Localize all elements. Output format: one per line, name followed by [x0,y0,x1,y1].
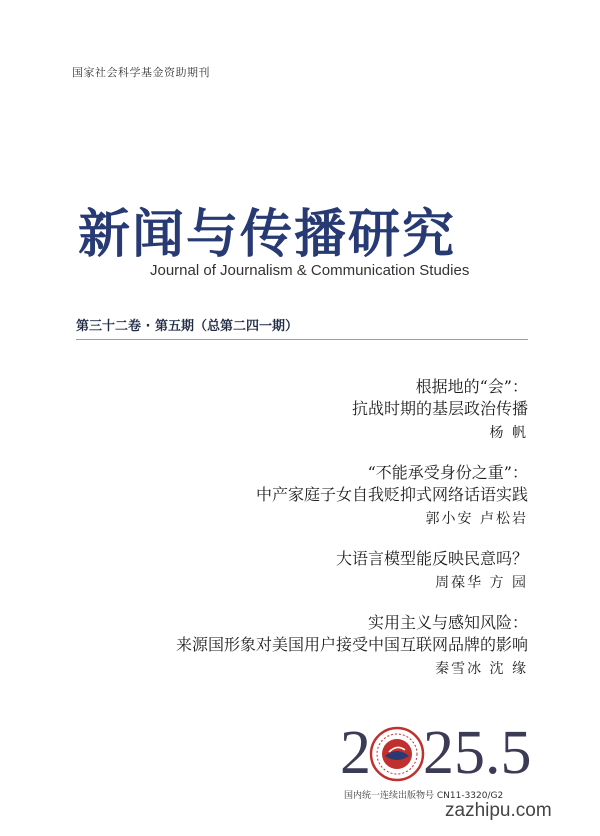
issue-number-prefix: 2 [340,719,371,787]
article-title-line: 实用主义与感知风险： [367,613,528,632]
issue-number-suffix: 25.5 [423,719,532,787]
site-watermark: zazhipu.com [445,800,552,821]
article-title-line: 根据地的“会”： [415,377,528,396]
journal-title-chinese: 新闻与传播研究 [78,205,457,265]
article-authors: 杨 帆 [489,425,528,441]
article-title-line: 中产家庭子女自我贬抑式网络话语实践 [255,485,528,504]
issue-year-number [340,719,532,787]
article-item [68,548,528,594]
article-item [68,462,528,530]
article-list [68,376,528,698]
journal-title-english: Journal of Journalism & Communication Studies [150,262,470,279]
article-authors: 周葆华 方 园 [435,575,528,591]
article-title-line: 抗战时期的基层政治传播 [351,399,528,418]
publication-cn-number: 国内统一连续出版物号 CN11-3320/G2 [344,791,504,801]
article-item [68,376,528,444]
article-title-line: 来源国形象对美国用户接受中国互联网品牌的影响 [175,635,528,654]
article-item [68,612,528,680]
article-authors: 郭小安 卢松岩 [425,511,528,527]
journal-seal-icon [369,726,425,782]
divider-line [76,339,528,340]
article-authors: 秦雪冰 沈 缘 [435,661,528,677]
article-title-line: “不能承受身份之重”： [367,463,528,482]
funding-note: 国家社会科学基金资助期刊 [72,66,210,79]
article-title-line: 大语言模型能反映民意吗？ [335,549,528,568]
volume-issue-info: 第三十二卷 · 第五期（总第二四一期） [76,319,298,334]
